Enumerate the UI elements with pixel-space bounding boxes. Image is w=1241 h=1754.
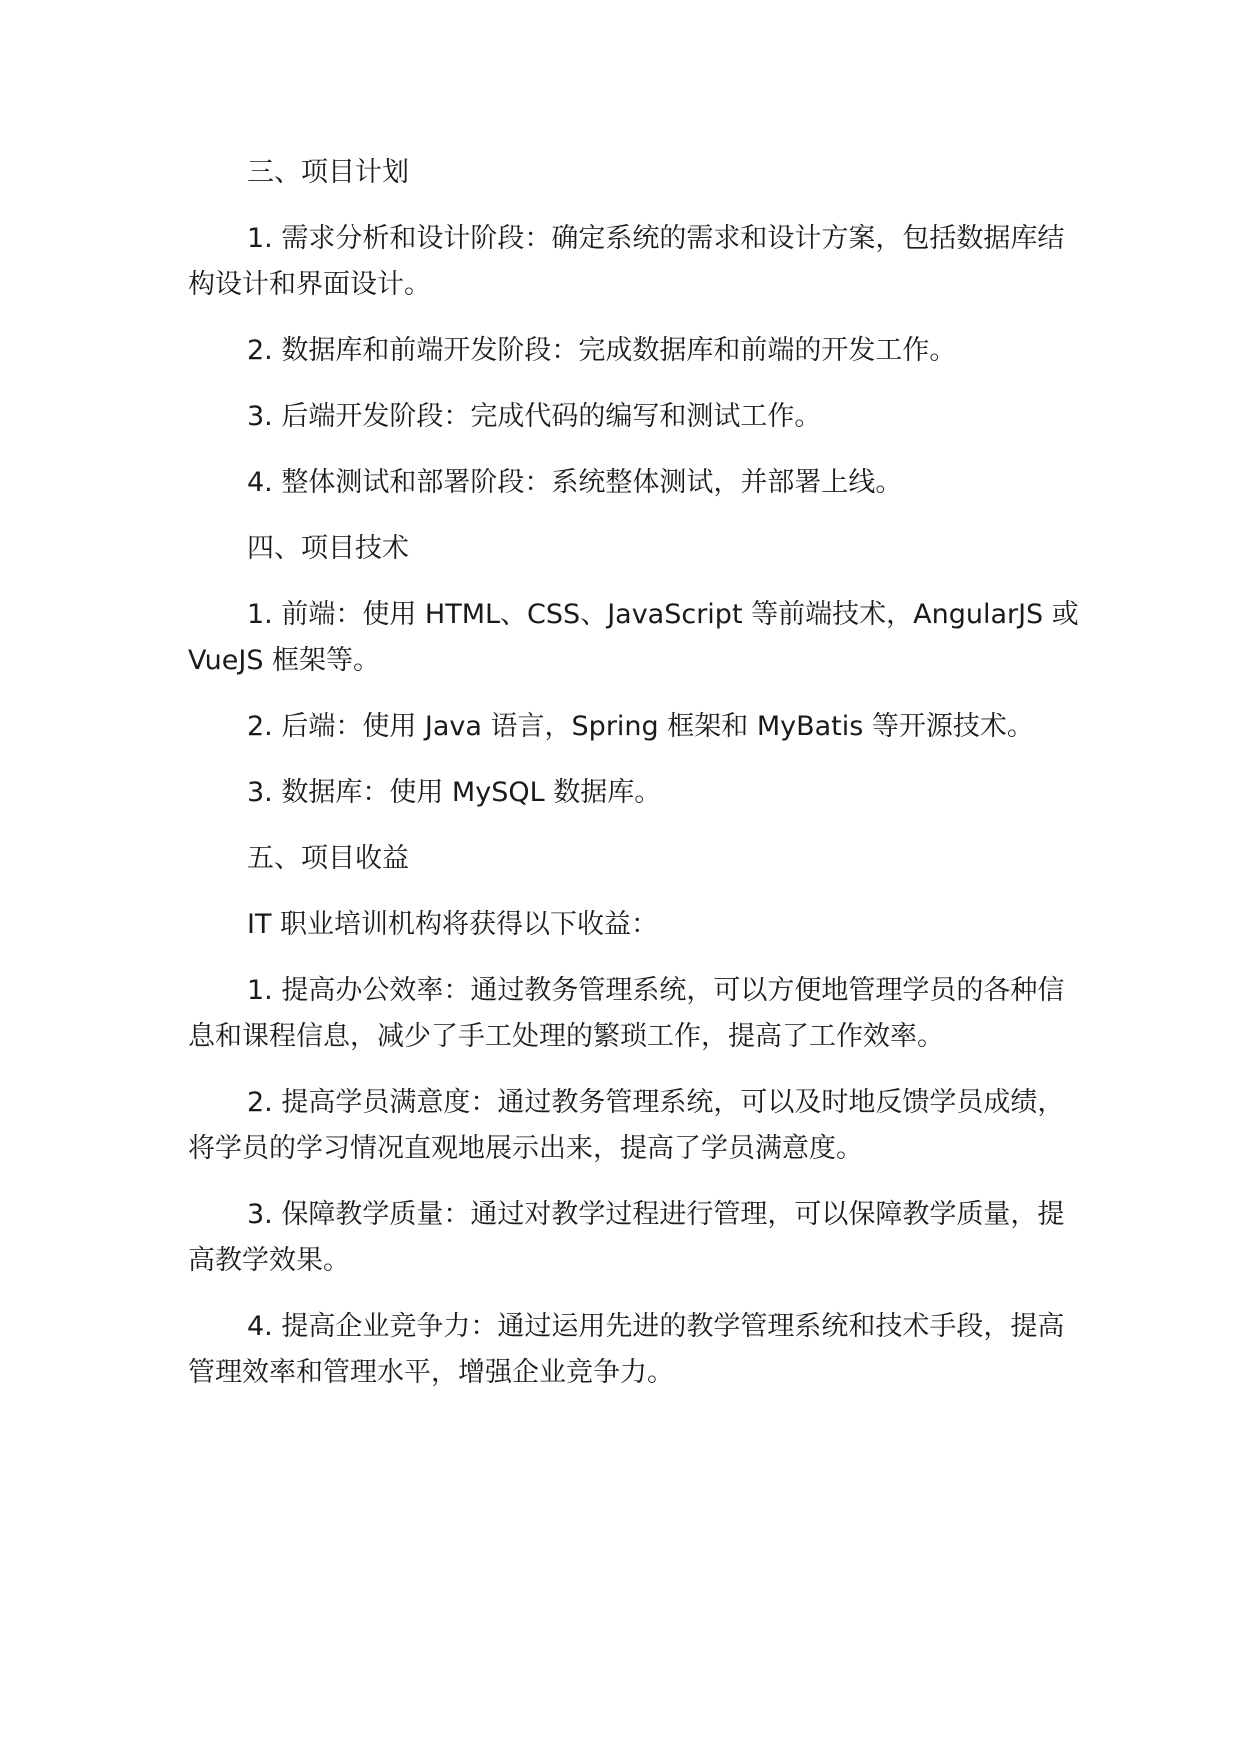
tech-item-2: 2. 后端：使用 Java 语言，Spring 框架和 MyBatis 等开源技术。 bbox=[247, 711, 1034, 742]
plan-item-1: 1. 需求分析和设计阶段：确定系统的需求和设计方案，包括数据库结构设计和界面设计。 bbox=[188, 223, 1065, 300]
benefit-item-4: 4. 提高企业竞争力：通过运用先进的教学管理系统和技术手段，提高管理效率和管理水平，增强企业竞争力。 bbox=[188, 1311, 1065, 1388]
benefit-item-1: 1. 提高办公效率：通过教务管理系统，可以方便地管理学员的各种信息和课程信息，减少了手工处理的繁琐工作，提高了工作效率。 bbox=[188, 975, 1065, 1052]
benefit-item-3: 3. 保障教学质量：通过对教学过程进行管理，可以保障教学质量，提高教学效果。 bbox=[188, 1199, 1065, 1276]
section-heading-benefits: 五、项目收益 bbox=[247, 843, 409, 874]
benefits-intro: IT 职业培训机构将获得以下收益： bbox=[247, 909, 659, 940]
document-body bbox=[188, 150, 1088, 1416]
tech-item-3: 3. 数据库：使用 MySQL 数据库。 bbox=[247, 777, 662, 808]
tech-item-1: 1. 前端：使用 HTML、CSS、JavaScript 等前端技术，AngularJS 或 VueJS 框架等。 bbox=[188, 599, 1079, 676]
section-heading-tech: 四、项目技术 bbox=[247, 533, 409, 564]
section-heading-plan: 三、项目计划 bbox=[247, 157, 409, 188]
plan-item-4: 4. 整体测试和部署阶段：系统整体测试，并部署上线。 bbox=[247, 467, 903, 498]
plan-item-2: 2. 数据库和前端开发阶段：完成数据库和前端的开发工作。 bbox=[247, 335, 957, 366]
benefit-item-2: 2. 提高学员满意度：通过教务管理系统，可以及时地反馈学员成绩，将学员的学习情况直观地展示出来，提高了学员满意度。 bbox=[188, 1087, 1065, 1164]
plan-item-3: 3. 后端开发阶段：完成代码的编写和测试工作。 bbox=[247, 401, 822, 432]
